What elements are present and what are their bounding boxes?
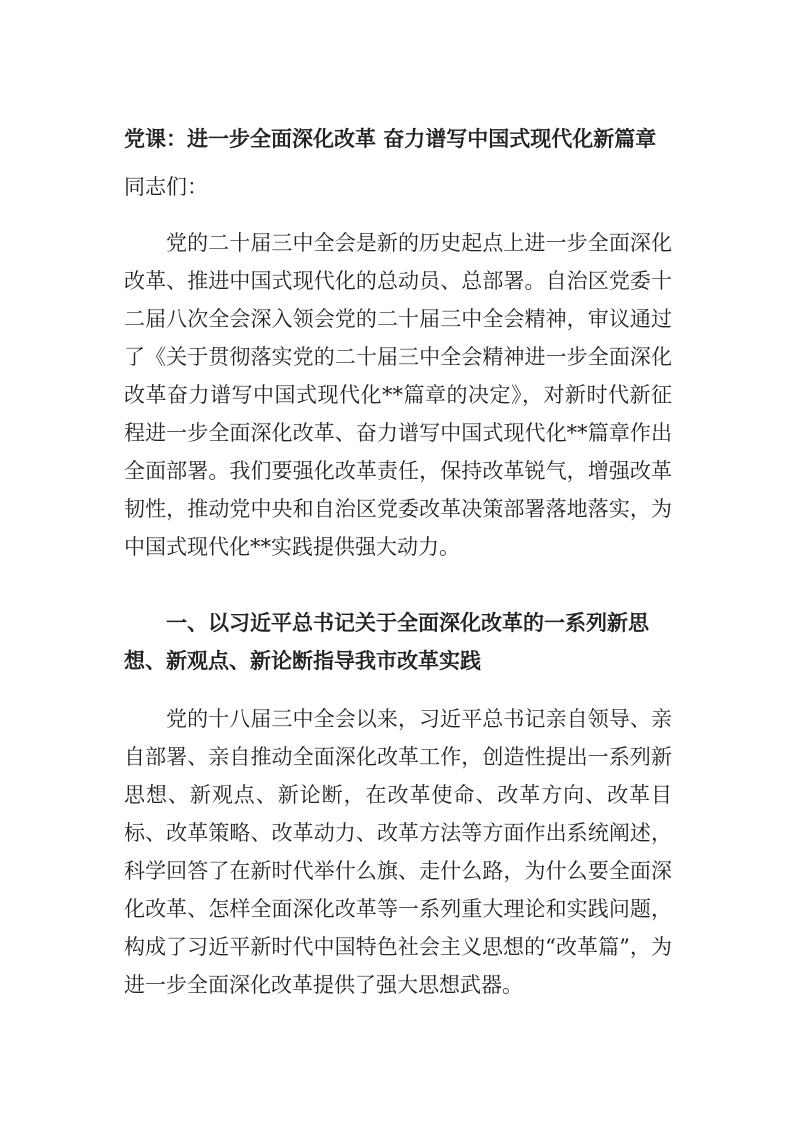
greeting: 同志们： — [124, 175, 208, 199]
document-title: 党课：进一步全面深化改革 奋力谱写中国式现代化新篇章 — [124, 126, 657, 151]
paragraph-1: 党的二十届三中全会是新的历史起点上进一步全面深化改革、推进中国式现代化的总动员、总部署。自治区党委十二届八次全会深入领会党的二十届三中全会精神，审议通过了《关于贯彻落实党的二十届三中全会精神进一步全面深化改革奋力谱写中国式现代化**篇章的决定》，对新时代新征程进一步全面深化改革、奋力谱写中国式现代化**篇章作出全面部署。我们要强化改革责任，保持改革锐气，增强改革韧性，推动党中央和自治区党委改革决策部署落地落实，为中国式现代化**实践提供强大动力。 — [124, 231, 672, 559]
paragraph-2: 党的十八届三中全会以来，习近平总书记亲自领导、亲自部署、亲自推动全面深化改革工作，创造性提出一系列新思想、新观点、新论断，在改革使命、改革方向、改革目标、改革策略、改革动力、改革方法等方面作出系统阐述，科学回答了在新时代举什么旗、走什么路，为什么要全面深化改革、怎样全面深化改革等一系列重大理论和实践问题，构成了习近平新时代中国特色社会主义思想的“改革篇”，为进一步全面深化改革提供了强大思想武器。 — [124, 707, 672, 997]
section-heading-1: 一、以习近平总书记关于全面深化改革的一系列新思想、新观点、新论断指导我市改革实践 — [124, 610, 649, 673]
